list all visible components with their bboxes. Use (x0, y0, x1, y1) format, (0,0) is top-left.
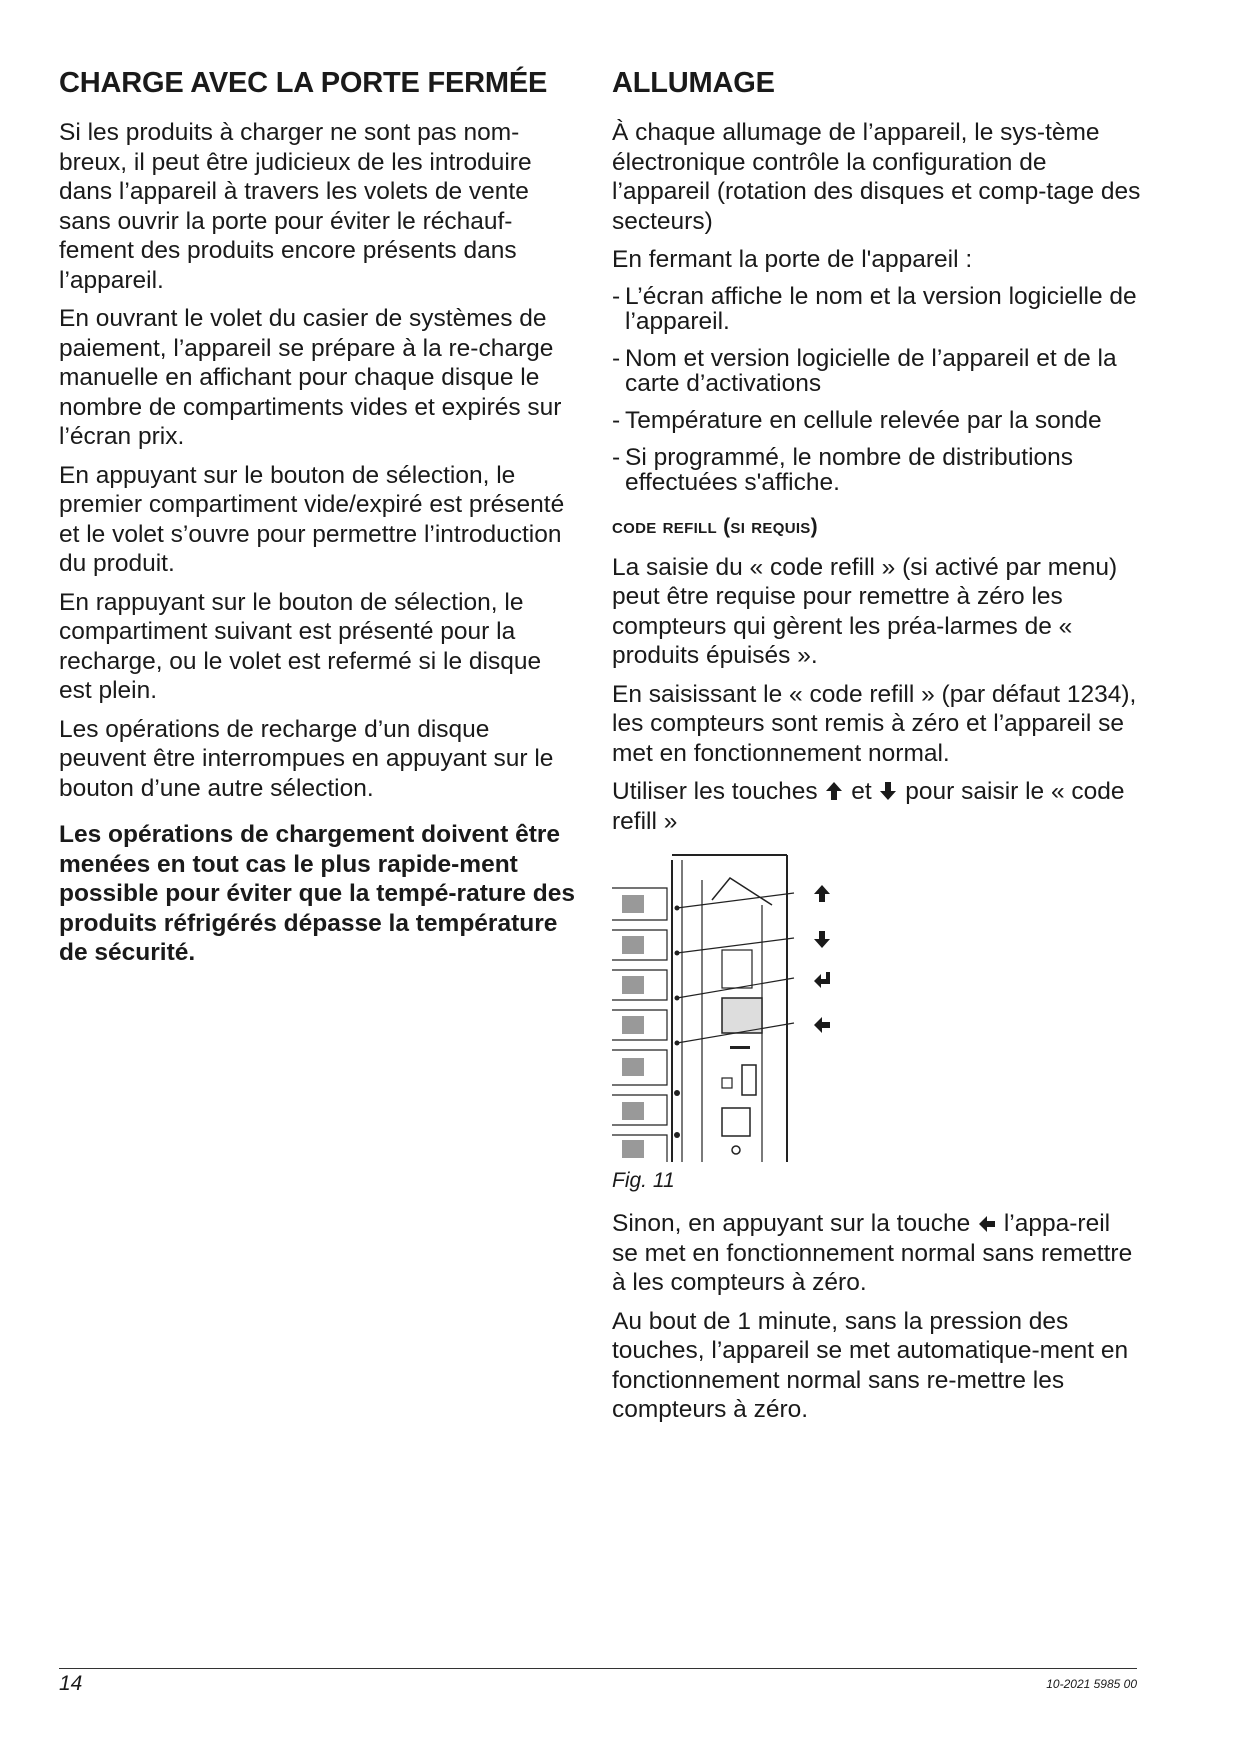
paragraph: En rappuyant sur le bouton de sélection, le compartiment suivant est présenté pour la recharge, ou le volet est refermé si le disque est plein. (59, 588, 542, 704)
text-fragment: Utiliser les touches (612, 778, 818, 805)
startup-list (612, 284, 1142, 495)
list-item: - Si programmé, le nombre de distributions effectuées s'affiche. (612, 445, 1142, 495)
paragraph-back-key (612, 1209, 1142, 1298)
warning-paragraph: Les opérations de chargement doivent être menées en tout cas le plus rapide-ment possible pour éviter que la tempé-rature des produits réfrigérés dépasse la température de sécurité. (59, 821, 576, 966)
arrow-up-icon (824, 780, 844, 802)
paragraph: En appuyant sur le bouton de sélection, le premier compartiment vide/expiré est présenté et le volet s’ouvre pour permettre l’introduction du produit. (59, 461, 565, 577)
section-heading-allumage: ALLUMAGE (612, 67, 775, 99)
right-column (612, 62, 1142, 1434)
list-item: - Température en cellule relevée par la sonde (612, 408, 1142, 433)
text-fragment: Sinon, en appuyant sur la touche (612, 1210, 971, 1237)
paragraph: Si les produits à charger ne sont pas nom-breux, il peut être judicieux de les introduire dans l’appareil à travers les volets de vente sans ouvrir la porte pour éviter le réchauf-fement des produits encore présents dans l’appareil. (59, 119, 532, 294)
document-code: 10-2021 5985 00 (1046, 1677, 1137, 1691)
list-item: - Nom et version logicielle de l’appareil et de la carte d’activations (612, 346, 1142, 396)
paragraph: Les opérations de recharge d’un disque peuvent être interrompues en appuyant sur le bouton d’une autre sélection. (59, 715, 554, 802)
text-fragment: pour saisir le « code refill » (612, 778, 1125, 835)
text-fragment: et (851, 778, 872, 805)
arrow-up-icon (812, 883, 832, 903)
subheading-code-refill: code refill (si requis) (612, 514, 818, 538)
paragraph: En saisissant le « code refill » (par défaut 1234), les compteurs sont remis à zéro et l’appareil se met en fonctionnement normal. (612, 680, 1137, 767)
arrow-down-icon (878, 780, 898, 802)
figure-keypad (612, 850, 852, 1165)
back-arrow-icon (977, 1214, 997, 1234)
back-arrow-icon (812, 1015, 832, 1035)
page-number: 14 (59, 1672, 83, 1695)
figure-caption: Fig. 11 (612, 1169, 675, 1192)
paragraph: Au bout de 1 minute, sans la pression des touches, l’appareil se met automatique-ment en fonctionnement normal sans re-mettre les compteurs à zéro. (612, 1307, 1129, 1423)
footer-divider (59, 1668, 1137, 1669)
paragraph-keys (612, 777, 1142, 836)
section-heading-charge: CHARGE AVEC LA PORTE FERMÉE (59, 67, 548, 99)
paragraph: La saisie du « code refill » (si activé par menu) peut être requise pour remettre à zéro les compteurs qui gèrent les préa-larmes de « produits épuisés ». (612, 553, 1118, 669)
paragraph: À chaque allumage de l’appareil, le sys-tème électronique contrôle la configuration de l’appareil (rotation des disques et comp-tage des secteurs) (612, 119, 1141, 235)
arrow-down-icon (812, 930, 832, 950)
paragraph: En fermant la porte de l'appareil : (612, 246, 973, 273)
paragraph: En ouvrant le volet du casier de systèmes de paiement, l’appareil se prépare à la re-charge manuelle en affichant pour chaque disque le nombre de compartiments vides et expirés sur l’écran prix. (59, 305, 562, 450)
left-column (59, 62, 579, 977)
enter-icon (812, 970, 832, 990)
list-item: - L’écran affiche le nom et la version logicielle de l’appareil. (612, 284, 1142, 334)
text-fragment: l’appa-reil se met en fonctionnement normal sans remettre à les compteurs à zéro. (612, 1210, 1133, 1296)
